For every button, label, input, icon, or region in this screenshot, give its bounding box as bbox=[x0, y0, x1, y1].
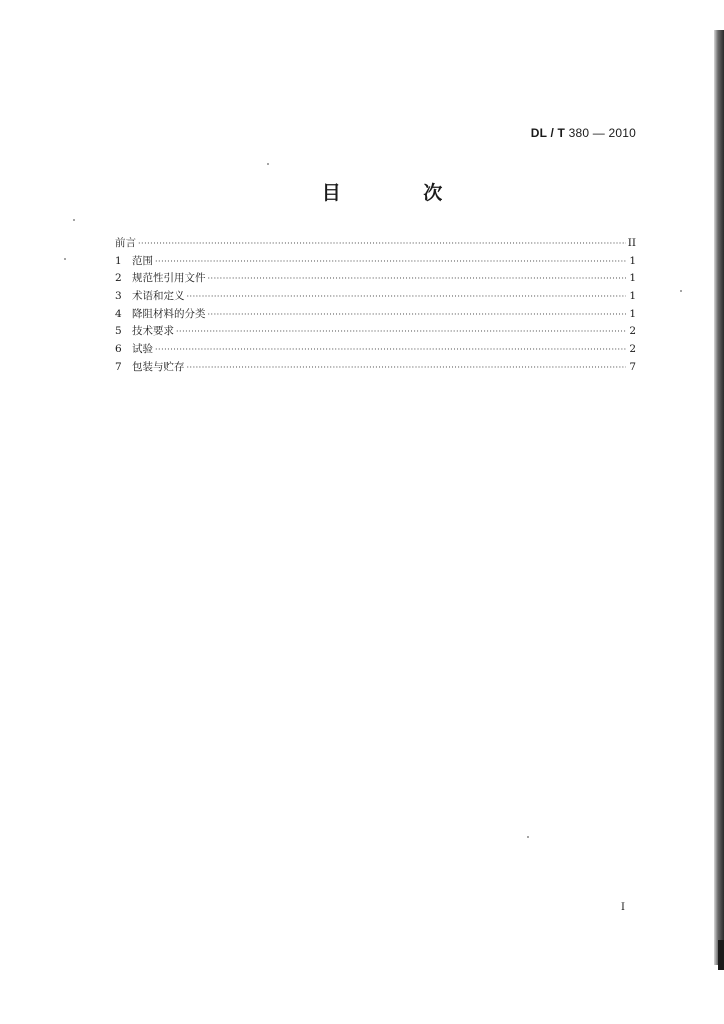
toc-entry-label: 降阻材料的分类 bbox=[132, 307, 206, 320]
toc-entry-number: 1 bbox=[115, 254, 122, 267]
toc-leader-dots bbox=[187, 359, 627, 377]
toc-leader-dots bbox=[155, 341, 626, 359]
scan-page-edge-lower bbox=[718, 940, 724, 970]
toc-entry-page: 7 bbox=[629, 360, 636, 373]
toc-entry-page: 1 bbox=[629, 307, 636, 320]
toc-title: 目 次 bbox=[321, 182, 481, 204]
toc-entry-label: 术语和定义 bbox=[132, 290, 185, 303]
toc-entry-number: 5 bbox=[115, 325, 122, 338]
toc-leader-dots bbox=[138, 235, 626, 253]
toc-entry[interactable] bbox=[115, 288, 636, 306]
toc-entry-label: 前言 bbox=[115, 237, 136, 249]
toc-entry-number: 6 bbox=[115, 343, 122, 356]
toc-entry-number: 7 bbox=[115, 360, 122, 373]
toc-entry-label: 试验 bbox=[132, 343, 153, 356]
toc-entry-number: 3 bbox=[115, 290, 122, 303]
toc-entry[interactable] bbox=[115, 306, 636, 324]
toc-leader-dots bbox=[187, 288, 627, 306]
toc-leader-dots bbox=[155, 253, 626, 271]
scan-speck bbox=[680, 290, 682, 292]
scan-speck bbox=[73, 219, 75, 221]
toc-entry-label: 包装与贮存 bbox=[132, 360, 185, 373]
toc-entry-page: II bbox=[627, 237, 636, 249]
toc-entry[interactable] bbox=[115, 270, 636, 288]
toc-leader-dots bbox=[176, 323, 626, 341]
toc-entry-page: 2 bbox=[629, 343, 636, 356]
toc-entry-label: 范围 bbox=[132, 254, 153, 267]
toc-entry-label: 规范性引用文件 bbox=[132, 272, 206, 285]
toc-entry[interactable] bbox=[115, 359, 636, 377]
page-number: I bbox=[621, 902, 625, 913]
toc-entry[interactable] bbox=[115, 235, 636, 253]
toc-entry[interactable] bbox=[115, 253, 636, 271]
scan-page-edge bbox=[714, 30, 724, 965]
scan-speck bbox=[267, 163, 269, 165]
toc-entry-number: 2 bbox=[115, 272, 122, 285]
toc-entry-page: 1 bbox=[629, 254, 636, 267]
toc-entry-page: 1 bbox=[629, 290, 636, 303]
scan-speck bbox=[527, 836, 529, 838]
toc-entry-page: 1 bbox=[629, 272, 636, 285]
standard-code-number: 380 — 2010 bbox=[568, 126, 636, 140]
standard-code bbox=[531, 126, 636, 140]
toc-entry[interactable] bbox=[115, 323, 636, 341]
table-of-contents bbox=[115, 235, 636, 377]
toc-entry-label: 技术要求 bbox=[132, 325, 174, 338]
toc-entry[interactable] bbox=[115, 341, 636, 359]
toc-entry-number: 4 bbox=[115, 307, 122, 320]
scan-speck bbox=[64, 258, 66, 260]
toc-leader-dots bbox=[208, 270, 627, 288]
toc-leader-dots bbox=[208, 306, 627, 324]
standard-code-prefix: DL / T bbox=[530, 126, 566, 140]
toc-entry-page: 2 bbox=[629, 325, 636, 338]
